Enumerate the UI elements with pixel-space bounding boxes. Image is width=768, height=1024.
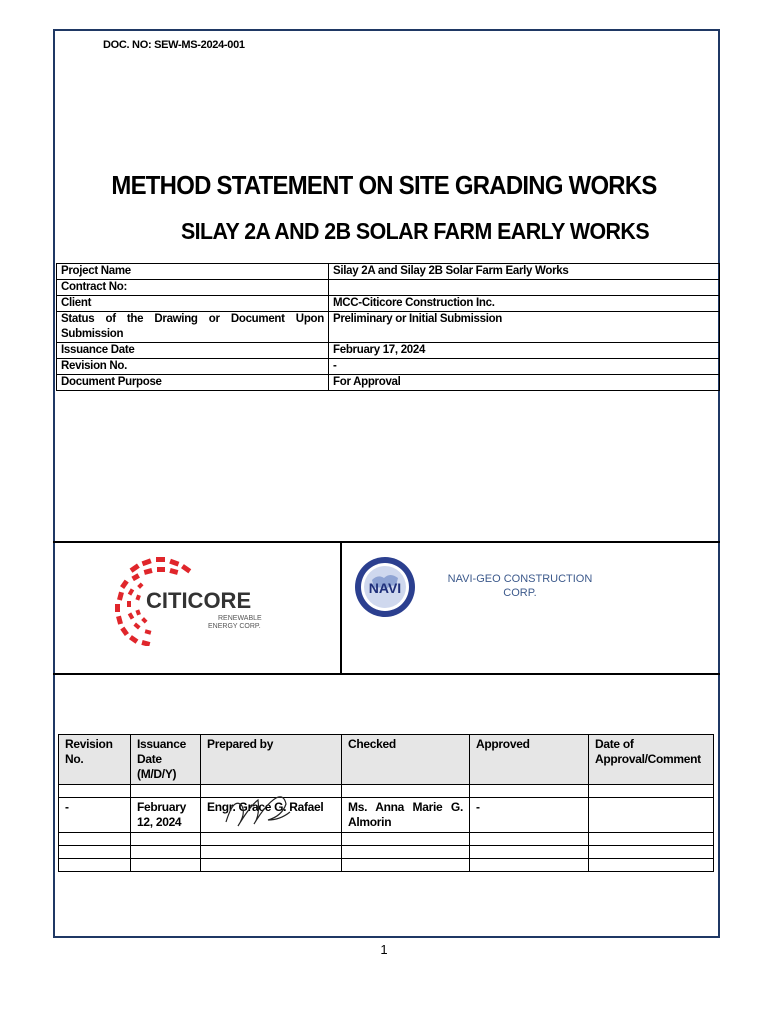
revision-header-cell: Prepared by [201,735,342,785]
project-info-table [56,263,720,391]
revision-cell: February 12, 2024 [131,798,201,833]
table-row [59,859,714,872]
navi-seal-logo [354,556,416,618]
info-label: Issuance Date [57,343,329,359]
info-row [57,343,720,359]
info-row [57,280,720,296]
document-subtitle: SILAY 2A AND 2B SOLAR FARM EARLY WORKS [180,218,650,244]
info-value: February 17, 2024 [329,343,720,359]
info-value: Preliminary or Initial Submission [329,312,720,343]
citicore-logo [112,556,262,646]
info-value: For Approval [329,375,720,391]
document-number: DOC. NO: SEW-MS-2024-001 [103,39,245,51]
revision-cell: - [59,798,131,833]
info-row [57,264,720,280]
info-label: Project Name [57,264,329,280]
info-value [329,280,720,296]
document-title: METHOD STATEMENT ON SITE GRADING WORKS [111,170,657,200]
revision-table [58,734,714,872]
revision-header-cell: Checked [342,735,470,785]
info-row [57,312,720,343]
revision-header-cell: Date of Approval/Comment [589,735,714,785]
signature [220,786,292,832]
info-label: Contract No: [57,280,329,296]
navi-company-name: NAVI-GEO CONSTRUCTION CORP. [447,573,593,599]
revision-header-cell: Revision No. [59,735,131,785]
revision-cell: Ms. Anna Marie G. Almorin [342,798,470,833]
info-label: Client [57,296,329,312]
revision-header-cell: Approved [470,735,589,785]
citicore-sub2: ENERGY CORP. [208,623,261,630]
citicore-sub1: RENEWABLE [218,615,262,622]
info-value: - [329,359,720,375]
revision-cell: Engr. Grace G. Rafael [201,798,342,833]
logo-divider [340,541,342,675]
table-row [59,785,714,798]
table-row [59,798,714,833]
revision-header-row [59,735,714,785]
info-row [57,359,720,375]
table-row [59,833,714,846]
info-row [57,375,720,391]
revision-cell: - [470,798,589,833]
info-row [57,296,720,312]
revision-cell [589,798,714,833]
page-number: 1 [380,942,388,957]
info-label: Document Purpose [57,375,329,391]
table-row [59,846,714,859]
citicore-name: CITICORE [146,588,252,613]
info-label: Revision No. [57,359,329,375]
navi-seal-text: NAVI [368,580,402,596]
info-value: MCC-Citicore Construction Inc. [329,296,720,312]
info-label: Status of the Drawing or Document Upon Submission [57,312,329,343]
revision-header-cell: Issuance Date (M/D/Y) [131,735,201,785]
info-value: Silay 2A and Silay 2B Solar Farm Early Works [329,264,720,280]
